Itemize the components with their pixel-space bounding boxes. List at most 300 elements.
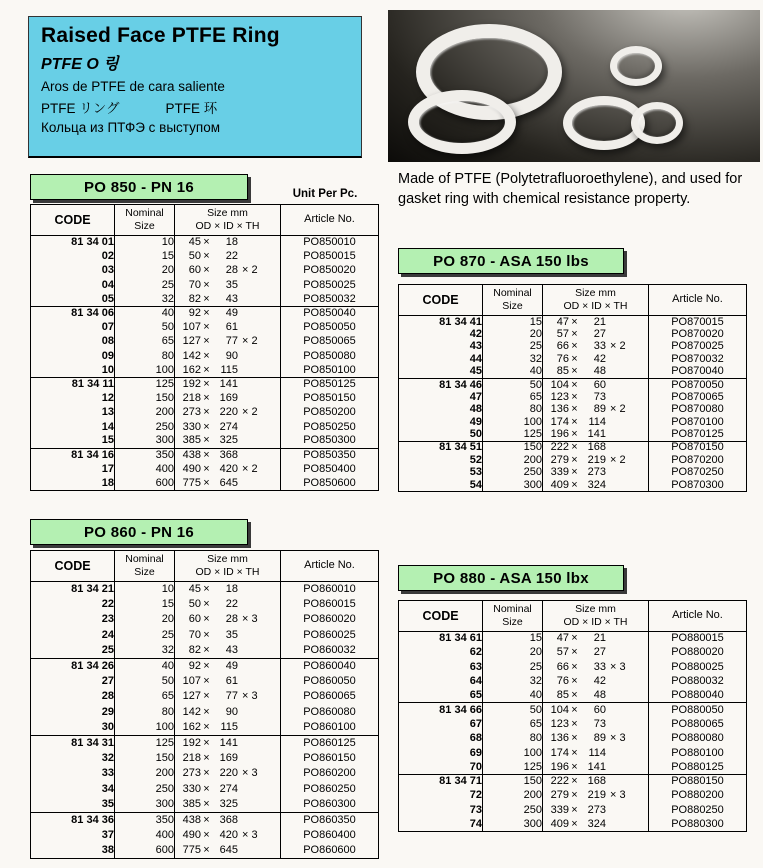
table-row	[399, 803, 747, 817]
size-cell: 47 × 21	[543, 632, 649, 646]
table-header-row	[31, 205, 379, 236]
code-cell: 48	[469, 403, 482, 416]
size-cell: 218 × 169	[175, 751, 281, 766]
size-cell: 45 × 18	[175, 236, 281, 250]
article-no-cell: PO880125	[649, 760, 747, 774]
unit-label: Unit Per Pc.	[292, 188, 358, 200]
nominal-size-cell: 300	[115, 797, 175, 812]
article-no-cell: PO850350	[281, 448, 379, 462]
size-cell: 66 × 33 × 3	[543, 660, 649, 674]
article-no-cell: PO860300	[281, 797, 379, 812]
size-cell: 385 × 325	[175, 434, 281, 448]
nominal-size-cell: 80	[483, 404, 543, 417]
table-row	[399, 353, 747, 366]
table-row	[31, 658, 379, 673]
description-text: Made of PTFE (Polytetrafluoroethylene), and used for gasket ring with chemical resistance property.	[398, 171, 743, 207]
table-row	[31, 751, 379, 766]
size-cell: 438 × 368	[175, 812, 281, 827]
table-row	[399, 441, 747, 454]
article-no-cell: PO880050	[649, 703, 747, 717]
code-cell: 25	[101, 644, 114, 656]
nominal-size-cell: 65	[483, 391, 543, 404]
size-cell: 192 × 141	[175, 377, 281, 391]
article-no-cell: PO880025	[649, 660, 747, 674]
size-cell: 70 × 35	[175, 628, 281, 643]
size-cell: 218 × 169	[175, 392, 281, 406]
article-no-cell: PO860100	[281, 720, 379, 735]
code-cell: 42	[469, 327, 482, 340]
article-no-cell: PO870100	[649, 416, 747, 429]
article-no-cell: PO870080	[649, 404, 747, 417]
code-cell: 67	[469, 717, 482, 730]
table-row	[31, 321, 379, 335]
col-header-code: CODE	[31, 551, 115, 582]
article-no-cell: PO870032	[649, 353, 747, 366]
article-no-cell: PO850020	[281, 264, 379, 278]
size-cell: 438 × 368	[175, 448, 281, 462]
table-row	[399, 660, 747, 674]
code-cell: 34	[101, 782, 114, 795]
nominal-size-cell: 80	[115, 349, 175, 363]
table-row	[399, 703, 747, 717]
article-no-cell: PO870020	[649, 328, 747, 341]
table-row	[31, 264, 379, 278]
code-cell: 02	[101, 250, 114, 263]
size-cell: 57 × 27	[543, 646, 649, 660]
code-cell: 68	[469, 732, 482, 745]
size-cell: 339 × 273	[543, 803, 649, 817]
code-cell: 30	[101, 720, 114, 733]
product-title-japanese-chinese	[41, 97, 349, 117]
nominal-size-cell: 150	[483, 774, 543, 788]
table-row	[31, 720, 379, 735]
size-cell: 142 × 90	[175, 349, 281, 363]
size-cell: 222 × 168	[543, 441, 649, 454]
size-cell: 60 × 28 × 2	[175, 264, 281, 278]
table-row	[399, 717, 747, 731]
page-title: Raised Face PTFE Ring	[41, 24, 280, 47]
po870-table-container	[398, 284, 747, 492]
nominal-size-cell: 200	[483, 789, 543, 803]
article-no-cell: PO880065	[649, 717, 747, 731]
article-no-cell: PO870300	[649, 479, 747, 492]
article-no-cell: PO860020	[281, 612, 379, 627]
size-cell: 142 × 90	[175, 705, 281, 720]
article-no-cell: PO860350	[281, 812, 379, 827]
article-no-cell: PO870250	[649, 467, 747, 480]
table-row	[399, 479, 747, 492]
code-cell: 69	[469, 746, 482, 759]
article-no-cell: PO850250	[281, 420, 379, 434]
code-cell: 23	[101, 613, 114, 626]
code-cell: 64	[469, 675, 482, 688]
code-cell: 81 34 71	[399, 774, 483, 788]
code-cell: 35	[101, 797, 114, 810]
article-no-cell: PO860050	[281, 674, 379, 689]
article-no-cell: PO860015	[281, 597, 379, 612]
size-cell: 136 × 89 × 3	[543, 732, 649, 746]
size-cell: 162 × 115	[175, 720, 281, 735]
size-cell: 123 × 73	[543, 717, 649, 731]
po850-table	[30, 204, 379, 491]
article-no-cell: PO860600	[281, 843, 379, 858]
po880-table	[398, 600, 747, 832]
size-cell: 57 × 27	[543, 328, 649, 341]
code-cell: 54	[469, 478, 482, 491]
product-title-korean: PTFE O 링	[41, 56, 119, 73]
nominal-size-cell: 40	[115, 658, 175, 673]
article-no-cell: PO860065	[281, 689, 379, 704]
code-cell: 73	[469, 803, 482, 816]
po850-table-container	[30, 204, 379, 491]
size-cell: 136 × 89 × 2	[543, 404, 649, 417]
nominal-size-cell: 150	[115, 751, 175, 766]
article-no-cell: PO850032	[281, 292, 379, 306]
nominal-size-cell: 10	[115, 582, 175, 597]
nominal-size-cell: 15	[483, 316, 543, 329]
table-row	[31, 643, 379, 658]
nominal-size-cell: 300	[115, 434, 175, 448]
nominal-size-cell: 25	[483, 660, 543, 674]
code-cell: 44	[469, 353, 482, 366]
nominal-size-cell: 125	[115, 377, 175, 391]
table-row	[31, 735, 379, 750]
table-row	[399, 328, 747, 341]
table-row	[31, 306, 379, 320]
col-header-code: CODE	[399, 601, 483, 632]
nominal-size-cell: 350	[115, 812, 175, 827]
table-row	[399, 632, 747, 646]
nominal-size-cell: 40	[115, 306, 175, 320]
article-no-cell: PO850040	[281, 306, 379, 320]
article-no-cell: PO860010	[281, 582, 379, 597]
article-no-cell: PO880032	[649, 674, 747, 688]
code-cell: 65	[469, 689, 482, 702]
nominal-size-cell: 600	[115, 843, 175, 858]
table-row	[399, 391, 747, 404]
col-header-nominal-size: Nominal Size	[115, 205, 175, 236]
code-cell: 81 34 61	[439, 632, 482, 645]
size-cell: 85 × 48	[543, 366, 649, 379]
table-row	[31, 628, 379, 643]
nominal-size-cell: 32	[483, 353, 543, 366]
nominal-size-cell: 25	[115, 628, 175, 643]
size-cell: 339 × 273	[543, 467, 649, 480]
size-cell: 82 × 43	[175, 292, 281, 306]
size-cell: 104 × 60	[543, 378, 649, 391]
size-cell: 490 × 420 × 3	[175, 828, 281, 843]
nominal-size-cell: 40	[483, 366, 543, 379]
code-cell: 52	[469, 453, 482, 466]
code-cell: 81 34 51	[399, 441, 483, 454]
nominal-size-cell: 32	[483, 674, 543, 688]
size-cell: 279 × 219 × 3	[543, 789, 649, 803]
code-cell: 81 34 21	[71, 582, 114, 595]
article-no-cell: PO860040	[281, 658, 379, 673]
size-cell: 330 × 274	[175, 782, 281, 797]
table-title-po870: PO 870 - ASA 150 lbs	[398, 248, 624, 274]
article-no-cell: PO850025	[281, 278, 379, 292]
article-no-cell: PO880150	[649, 774, 747, 788]
table-row	[399, 760, 747, 774]
nominal-size-cell: 600	[115, 477, 175, 491]
nominal-size-cell: 25	[115, 278, 175, 292]
table-row	[399, 674, 747, 688]
size-cell: 50 × 22	[175, 597, 281, 612]
size-cell: 123 × 73	[543, 391, 649, 404]
po860-table	[30, 550, 379, 859]
table-row	[399, 732, 747, 746]
code-cell: 81 34 16	[31, 448, 115, 462]
col-header-size-mm: Size mm OD × ID × TH	[543, 601, 649, 632]
nominal-size-cell: 100	[483, 746, 543, 760]
code-cell: 81 34 26	[31, 658, 115, 673]
article-no-cell: PO850300	[281, 434, 379, 448]
nominal-size-cell: 125	[115, 735, 175, 750]
table-row	[399, 416, 747, 429]
code-cell: 28	[101, 690, 114, 703]
article-no-cell: PO860200	[281, 766, 379, 781]
nominal-size-cell: 150	[115, 392, 175, 406]
ptfe-ring-small-right	[631, 102, 683, 144]
table-row	[31, 278, 379, 292]
size-cell: 92 × 49	[175, 306, 281, 320]
article-no-cell: PO850015	[281, 250, 379, 264]
size-cell: 222 × 168	[543, 774, 649, 788]
table-row	[399, 404, 747, 417]
article-no-cell: PO860025	[281, 628, 379, 643]
table-row	[31, 782, 379, 797]
col-header-nominal-size: Nominal Size	[115, 551, 175, 582]
code-cell: 53	[469, 466, 482, 479]
table-row	[31, 689, 379, 704]
size-cell: 85 × 48	[543, 689, 649, 703]
size-cell: 775 × 645	[175, 477, 281, 491]
nominal-size-cell: 200	[115, 406, 175, 420]
nominal-size-cell: 15	[483, 632, 543, 646]
size-cell: 45 × 18	[175, 582, 281, 597]
size-cell: 104 × 60	[543, 703, 649, 717]
article-no-cell: PO880080	[649, 732, 747, 746]
code-cell: 49	[469, 416, 482, 429]
code-cell: 62	[469, 646, 482, 659]
article-no-cell: PO850010	[281, 236, 379, 250]
table-row	[31, 477, 379, 491]
size-cell: 76 × 42	[543, 353, 649, 366]
size-cell: 66 × 33 × 2	[543, 341, 649, 354]
nominal-size-cell: 250	[483, 467, 543, 480]
table-row	[31, 434, 379, 448]
size-cell: 107 × 61	[175, 674, 281, 689]
article-no-cell: PO880015	[649, 632, 747, 646]
code-cell: 70	[469, 760, 482, 773]
ptfe-ring-small-top-right	[610, 46, 662, 86]
article-no-cell: PO860150	[281, 751, 379, 766]
nominal-size-cell: 65	[483, 717, 543, 731]
code-cell: 10	[101, 363, 114, 376]
size-cell: 174 × 114	[543, 746, 649, 760]
nominal-size-cell: 20	[115, 264, 175, 278]
nominal-size-cell: 15	[115, 597, 175, 612]
article-no-cell: PO870125	[649, 429, 747, 442]
table-title-po850: PO 850 - PN 16	[30, 174, 248, 200]
nominal-size-cell: 50	[115, 321, 175, 335]
article-no-cell: PO870025	[649, 341, 747, 354]
nominal-size-cell: 20	[115, 612, 175, 627]
table-header-row	[399, 285, 747, 316]
code-cell: 63	[469, 660, 482, 673]
size-cell: 409 × 324	[543, 479, 649, 492]
article-no-cell: PO850150	[281, 392, 379, 406]
size-cell: 196 × 141	[543, 429, 649, 442]
product-title-box	[28, 16, 362, 158]
table-row	[31, 250, 379, 264]
size-cell: 385 × 325	[175, 797, 281, 812]
table-row	[31, 292, 379, 306]
po860-table-container	[30, 550, 379, 859]
size-cell: 92 × 49	[175, 658, 281, 673]
code-cell: 33	[101, 767, 114, 780]
product-title-spanish: Aros de PTFE de cara saliente	[41, 79, 225, 94]
table-row	[399, 467, 747, 480]
nominal-size-cell: 20	[483, 646, 543, 660]
table-row	[399, 366, 747, 379]
col-header-nominal-size: Nominal Size	[483, 601, 543, 632]
article-no-cell: PO880100	[649, 746, 747, 760]
ptfe-rings-photo	[388, 10, 760, 162]
size-cell: 409 × 324	[543, 817, 649, 831]
table-row	[31, 674, 379, 689]
nominal-size-cell: 50	[483, 378, 543, 391]
table-row	[31, 843, 379, 858]
code-cell: 13	[101, 406, 114, 419]
size-cell: 775 × 645	[175, 843, 281, 858]
table-row	[31, 377, 379, 391]
nominal-size-cell: 350	[115, 448, 175, 462]
code-cell: 38	[101, 844, 114, 857]
col-header-article-no: Article No.	[281, 551, 379, 582]
size-cell: 196 × 141	[543, 760, 649, 774]
article-no-cell: PO850050	[281, 321, 379, 335]
table-row	[399, 689, 747, 703]
size-cell: 490 × 420 × 2	[175, 463, 281, 477]
article-no-cell: PO880250	[649, 803, 747, 817]
code-cell: 45	[469, 365, 482, 378]
article-no-cell: PO870065	[649, 391, 747, 404]
nominal-size-cell: 200	[483, 454, 543, 467]
article-no-cell: PO860080	[281, 705, 379, 720]
table-row	[399, 341, 747, 354]
size-cell: 330 × 274	[175, 420, 281, 434]
code-cell: 24	[101, 628, 114, 641]
code-cell: 14	[101, 420, 114, 433]
table-header-row	[31, 551, 379, 582]
size-cell: 162 × 115	[175, 363, 281, 377]
code-cell: 29	[101, 705, 114, 718]
article-no-cell: PO860032	[281, 643, 379, 658]
size-cell: 279 × 219 × 2	[543, 454, 649, 467]
product-title-chinese: PTFE 环	[165, 101, 218, 116]
nominal-size-cell: 100	[115, 363, 175, 377]
table-row	[31, 335, 379, 349]
nominal-size-cell: 150	[483, 441, 543, 454]
nominal-size-cell: 250	[115, 782, 175, 797]
code-cell: 07	[101, 321, 114, 334]
article-no-cell: PO880300	[649, 817, 747, 831]
code-cell: 74	[469, 817, 482, 830]
table-header-row	[399, 601, 747, 632]
size-cell: 127 × 77 × 2	[175, 335, 281, 349]
article-no-cell: PO870015	[649, 316, 747, 329]
nominal-size-cell: 250	[115, 420, 175, 434]
nominal-size-cell: 80	[483, 732, 543, 746]
product-title-japanese: PTFE リング	[41, 101, 120, 116]
nominal-size-cell: 20	[483, 328, 543, 341]
po870-table	[398, 284, 747, 492]
article-no-cell: PO850100	[281, 363, 379, 377]
table-row	[399, 646, 747, 660]
table-row	[399, 454, 747, 467]
nominal-size-cell: 10	[115, 236, 175, 250]
table-row	[31, 420, 379, 434]
nominal-size-cell: 400	[115, 828, 175, 843]
code-cell: 81 34 31	[31, 735, 115, 750]
code-cell: 22	[101, 598, 114, 611]
col-header-code: CODE	[399, 285, 483, 316]
article-no-cell: PO870040	[649, 366, 747, 379]
nominal-size-cell: 40	[483, 689, 543, 703]
nominal-size-cell: 80	[115, 705, 175, 720]
table-row	[31, 766, 379, 781]
article-no-cell: PO850065	[281, 335, 379, 349]
code-cell: 43	[469, 340, 482, 353]
table-row	[31, 812, 379, 827]
nominal-size-cell: 65	[115, 335, 175, 349]
article-no-cell: PO850125	[281, 377, 379, 391]
table-row	[31, 363, 379, 377]
code-cell: 32	[101, 751, 114, 764]
table-row	[31, 236, 379, 250]
nominal-size-cell: 125	[483, 760, 543, 774]
code-cell: 18	[101, 477, 114, 490]
size-cell: 47 × 21	[543, 316, 649, 329]
code-cell: 08	[101, 335, 114, 348]
code-cell: 37	[101, 828, 114, 841]
nominal-size-cell: 50	[115, 674, 175, 689]
col-header-size-mm: Size mm OD × ID × TH	[175, 205, 281, 236]
nominal-size-cell: 250	[483, 803, 543, 817]
table-title-po860: PO 860 - PN 16	[30, 519, 248, 545]
code-cell: 50	[469, 428, 482, 441]
nominal-size-cell: 32	[115, 643, 175, 658]
code-cell: 81 34 66	[399, 703, 483, 717]
nominal-size-cell: 50	[483, 703, 543, 717]
code-cell: 03	[101, 264, 114, 277]
nominal-size-cell: 25	[483, 341, 543, 354]
article-no-cell: PO870050	[649, 378, 747, 391]
nominal-size-cell: 300	[483, 479, 543, 492]
table-row	[399, 429, 747, 442]
code-cell: 12	[101, 392, 114, 405]
article-no-cell: PO850080	[281, 349, 379, 363]
size-cell: 174 × 114	[543, 416, 649, 429]
table-row	[31, 406, 379, 420]
article-no-cell: PO850400	[281, 463, 379, 477]
size-cell: 60 × 28 × 3	[175, 612, 281, 627]
article-no-cell: PO860400	[281, 828, 379, 843]
size-cell: 192 × 141	[175, 735, 281, 750]
col-header-code: CODE	[31, 205, 115, 236]
